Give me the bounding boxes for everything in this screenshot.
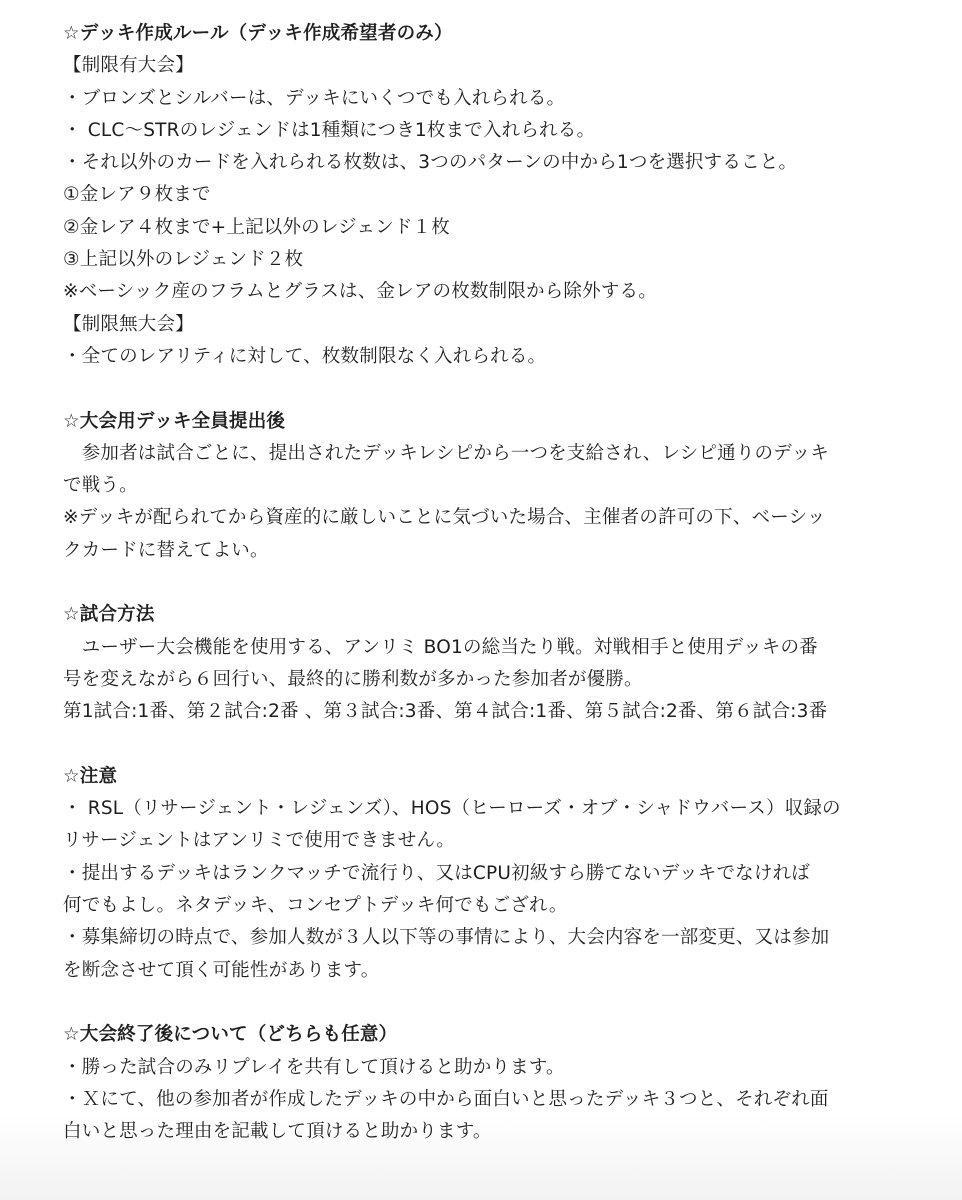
- text-line: 白いと思った理由を記載して頂けると助かります。: [63, 1121, 492, 1143]
- blank-line: [63, 567, 908, 599]
- text-line: ・ RSL（リサージェント・レジェンズ）、HOS（ヒーローズ・オブ・シャドウバース）収録の: [63, 798, 841, 820]
- text-line: ・ブロンズとシルバーは、デッキにいくつでも入れられる。: [63, 87, 566, 109]
- text-line: 第1試合:1番、第２試合:2番 、第３試合:3番、第４試合:1番、第５試合:2番、第６試合:3番: [63, 701, 828, 723]
- section-heading: ☆大会用デッキ全員提出後: [63, 410, 286, 432]
- text-line: ・勝った試合のみリプレイを共有して頂けると助かります。: [63, 1056, 565, 1078]
- text-line: 参加者は試合ごとに、提出されたデッキレシピから一つを支給され、レシピ通りのデッキ: [63, 442, 829, 464]
- text-line: ユーザー大会機能を使用する、アンリミ BO1の総当たり戦。対戦相手と使用デッキの番: [63, 636, 818, 658]
- text-line: リサージェントはアンリミで使用できません。: [63, 830, 455, 852]
- text-line: ②金レア４枚まで+上記以外のレジェンド１枚: [63, 216, 450, 238]
- text-line: ・ CLC〜STRのレジェンドは1種類につき1枚まで入れられる。: [63, 119, 596, 141]
- text-line: クカードに替えてよい。: [63, 539, 269, 561]
- text-line: 号を変えながら６回行い、最終的に勝利数が多かった参加者が優勝。: [63, 668, 643, 690]
- text-line: ※デッキが配られてから資産的に厳しいことに気づいた場合、主催者の許可の下、ベーシッ: [63, 507, 826, 529]
- text-line: 【制限有大会】: [63, 55, 194, 77]
- text-line: ・募集締切の時点で、参加人数が３人以下等の事情により、大会内容を一部変更、又は参加: [63, 927, 830, 949]
- text-line: を断念させて頂く可能性があります。: [63, 959, 380, 981]
- text-line: ・全てのレアリティに対して、枚数制限なく入れられる。: [63, 345, 547, 367]
- text-line: で戦う。: [63, 475, 138, 497]
- text-line: 【制限無大会】: [63, 313, 194, 335]
- text-line: 何でもよし。ネタデッキ、コンセプトデッキ何でもござれ。: [63, 895, 568, 917]
- blank-line: [63, 373, 908, 405]
- text-line: ①金レア９枚まで: [63, 184, 211, 206]
- text-line: ③上記以外のレジェンド２枚: [63, 249, 304, 271]
- blank-line: [63, 987, 908, 1019]
- blank-line: [63, 729, 908, 761]
- section-heading: ☆大会終了後について（どちらも任意）: [63, 1024, 398, 1046]
- text-line: ・提出するデッキはランクマッチで流行り、又はCPU初級すら勝てないデッキでなければ: [63, 862, 810, 884]
- section-heading: ☆注意: [63, 765, 118, 787]
- text-line: ※ベーシック産のフラムとグラスは、金レアの枚数制限から除外する。: [63, 281, 657, 303]
- text-line: ・Ｘにて、他の参加者が作成したデッキの中から面白いと思ったデッキ３つと、それぞれ面: [63, 1088, 829, 1110]
- document-body: [63, 18, 908, 1148]
- section-heading: ☆試合方法: [63, 604, 155, 626]
- section-heading: ☆デッキ作成ルール（デッキ作成希望者のみ）: [63, 23, 453, 44]
- text-line: ・それ以外のカードを入れられる枚数は、3つのパターンの中から1つを選択すること。: [63, 152, 798, 174]
